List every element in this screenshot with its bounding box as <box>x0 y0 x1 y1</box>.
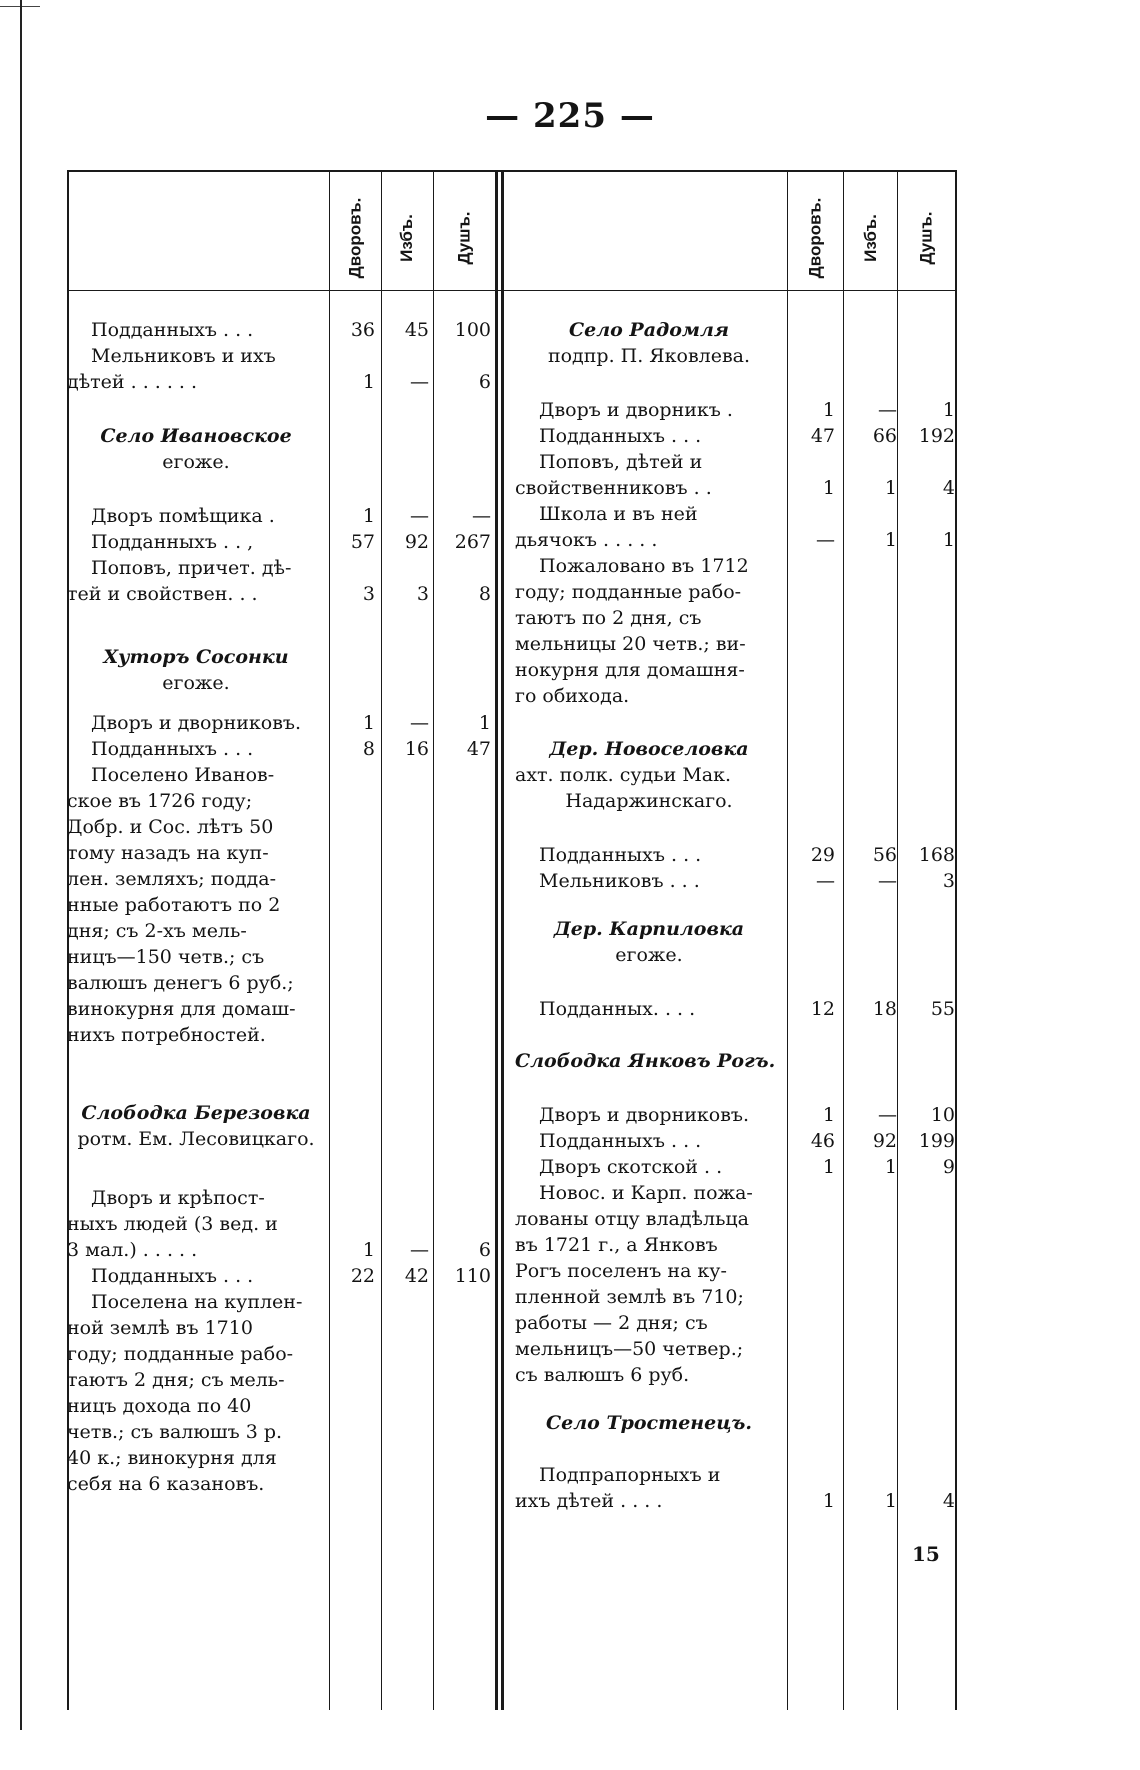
note-line: Поселено Иванов- <box>91 764 275 786</box>
cell: 110 <box>454 1265 491 1287</box>
cell: 66 <box>872 425 897 447</box>
cell: — <box>816 870 835 892</box>
cell: 100 <box>454 319 491 341</box>
note-line: валюшъ денегъ 6 руб.; <box>67 972 294 994</box>
cell: 1 <box>822 1490 835 1512</box>
cell: 47 <box>466 738 491 760</box>
left-row-dvor-pomeshchika: Дворъ помѣщика . <box>91 505 275 527</box>
left-row-dvor-krepostnykh-cont2: 3 мал.) . . . . . <box>67 1239 198 1261</box>
note-line: въ 1721 г., а Янковъ <box>515 1234 718 1256</box>
cell: 92 <box>404 531 429 553</box>
section-owner: егоже. <box>162 672 230 694</box>
note-line: году; подданные рабо- <box>515 581 742 603</box>
header-izb-left: Избъ. <box>396 214 416 262</box>
cell: — <box>878 399 897 421</box>
cell: — <box>878 1104 897 1126</box>
cell: 56 <box>872 844 897 866</box>
section-owner: егоже. <box>615 944 683 966</box>
cell: 192 <box>918 425 955 447</box>
note-line: нихъ потребностей. <box>67 1024 266 1046</box>
section-owner-cont: Надаржинскаго. <box>565 790 733 812</box>
note-line: Рогъ поселенъ на ку- <box>515 1260 727 1282</box>
cell: 1 <box>884 1490 897 1512</box>
right-row-dvor-dvornikov: Дворъ и дворниковъ. <box>539 1104 750 1126</box>
cell: 3 <box>416 583 429 605</box>
note-line: нные работаютъ по 2 <box>67 894 281 916</box>
cell: 1 <box>822 477 835 499</box>
cell: 92 <box>872 1130 897 1152</box>
col-divider-right-3 <box>897 170 898 1710</box>
note-line: тому назадъ на куп- <box>67 842 269 864</box>
cell: — <box>878 870 897 892</box>
cell: 1 <box>822 399 835 421</box>
section-owner: ахт. полк. судьи Мак. <box>515 764 732 786</box>
note-line: 40 к.; винокурня для <box>67 1447 277 1469</box>
col-divider-left-2 <box>381 170 382 1710</box>
right-row-popov: Поповъ, дѣтей и <box>539 451 703 473</box>
left-row-poddannykh-1: Подданныхъ . . . <box>91 319 254 341</box>
left-row-dvor-krepostnykh-cont: ныхъ людей (3 вед. и <box>67 1213 278 1235</box>
cell: 168 <box>918 844 955 866</box>
cell: 42 <box>404 1265 429 1287</box>
right-row-poddannykh-4: Подданныхъ . . . <box>539 1130 702 1152</box>
signature-mark: 15 <box>912 1542 940 1566</box>
note-line: таютъ 2 дня; съ мель- <box>67 1369 285 1391</box>
cell: 199 <box>918 1130 955 1152</box>
left-row-poddannykh-4: Подданныхъ . . . <box>91 1265 254 1287</box>
cell: 9 <box>942 1156 955 1178</box>
right-row-dvor-skotskoy: Дворъ скотской . . <box>539 1156 723 1178</box>
cell: 16 <box>404 738 429 760</box>
note-line: винокурня для домаш- <box>67 998 296 1020</box>
right-row-melnikov: Мельниковъ . . . <box>539 870 700 892</box>
note-line: мельницы 20 четв.; ви- <box>515 633 746 655</box>
section-title-berezovka: Слободка Березовка <box>81 1102 311 1124</box>
cell: 1 <box>478 712 491 734</box>
cell: 46 <box>810 1130 835 1152</box>
left-row-poddannykh-2: Подданныхъ . . , <box>91 531 254 553</box>
cell: 1 <box>884 1156 897 1178</box>
note-line: четв.; съ валюшъ 3 р. <box>67 1421 283 1443</box>
cell: 1 <box>884 529 897 551</box>
note-line: себя на 6 казановъ. <box>67 1473 265 1495</box>
cell: 6 <box>478 1239 491 1261</box>
note-line: нокурня для домашня- <box>515 659 745 681</box>
col-divider-left-1 <box>329 170 330 1710</box>
cell: 18 <box>872 998 897 1020</box>
table-top-rule <box>67 170 957 172</box>
cell: 267 <box>454 531 491 553</box>
header-dvorov-right: Дворовъ. <box>805 197 825 279</box>
section-title-trostenets: Село Тростенецъ. <box>546 1412 752 1434</box>
note-line: Поселена на куплен- <box>91 1291 303 1313</box>
right-row-shkola: Школа и въ ней <box>539 503 698 525</box>
section-title-yankov-rog: Слободка Янковъ Рогъ. <box>515 1050 776 1072</box>
cell: — <box>816 529 835 551</box>
right-row-poddannykh-2: Подданныхъ . . . <box>539 844 702 866</box>
note-line: таютъ по 2 дня, съ <box>515 607 702 629</box>
right-row-poddannykh-1: Подданныхъ . . . <box>539 425 702 447</box>
page-number: — 225 — <box>485 96 655 136</box>
cell: 47 <box>810 425 835 447</box>
cell: 6 <box>478 371 491 393</box>
header-rule <box>67 290 957 291</box>
cell: — <box>410 371 429 393</box>
left-row-poddannykh-3: Подданныхъ . . . <box>91 738 254 760</box>
center-double-rule-a <box>495 170 498 1710</box>
census-table <box>67 170 957 1770</box>
center-double-rule-b <box>501 170 504 1710</box>
cell: 10 <box>930 1104 955 1126</box>
header-dush-right: Душъ. <box>917 211 936 265</box>
left-row-popov-cont: тей и свойствен. . . <box>67 583 258 605</box>
section-title-radomlya: Село Радомля <box>569 319 729 341</box>
cell: 1 <box>822 1156 835 1178</box>
cell: 1 <box>362 371 375 393</box>
right-row-popov-cont: свойственниковъ . . <box>515 477 712 499</box>
note-line: ское въ 1726 году; <box>67 790 253 812</box>
left-row-melnikov: Мельниковъ и ихъ <box>91 345 276 367</box>
header-izb-right: Избъ. <box>860 214 880 262</box>
cell: 36 <box>350 319 375 341</box>
right-row-podpraporny: Подпрапорныхъ и <box>539 1464 721 1486</box>
section-title-karpilovka: Дер. Карпиловка <box>553 918 745 940</box>
cell: 3 <box>362 583 375 605</box>
col-divider-left-3 <box>433 170 434 1710</box>
cell: 1 <box>362 712 375 734</box>
section-owner: егоже. <box>162 451 230 473</box>
header-dvorov-left: Дворовъ. <box>345 197 365 279</box>
cell: 1 <box>362 505 375 527</box>
cell: — <box>410 712 429 734</box>
note-line: лен. земляхъ; подда- <box>67 868 276 890</box>
note-line: лованы отцу владѣльца <box>515 1208 749 1230</box>
cell: 57 <box>350 531 375 553</box>
note-line: ницъ—150 четв.; съ <box>67 946 265 968</box>
left-row-dvor-krepostnykh: Дворъ и крѣпост- <box>91 1187 265 1209</box>
cell: — <box>410 505 429 527</box>
cell: 1 <box>884 477 897 499</box>
cell: 8 <box>362 738 375 760</box>
cell: 1 <box>822 1104 835 1126</box>
cell: 8 <box>478 583 491 605</box>
page-left-edge <box>20 0 22 1730</box>
right-row-shkola-cont: дьячокъ . . . . . <box>515 529 658 551</box>
cell: — <box>410 1239 429 1261</box>
cell: 55 <box>930 998 955 1020</box>
note-line: ной землѣ въ 1710 <box>67 1317 253 1339</box>
cell: 1 <box>942 399 955 421</box>
col-divider-right-2 <box>843 170 844 1710</box>
cell: 3 <box>942 870 955 892</box>
section-title-sosonki: Хуторъ Сосонки <box>103 646 289 668</box>
right-row-poddannykh-3: Подданных. . . . <box>539 998 696 1020</box>
note-line: Добр. и Сос. лѣтъ 50 <box>67 816 274 838</box>
cell: 22 <box>350 1265 375 1287</box>
right-row-dvor-dvornik: Дворъ и дворникъ . <box>539 399 733 421</box>
cell: 4 <box>942 1490 955 1512</box>
section-owner: ротм. Ем. Лесовицкаго. <box>77 1128 315 1150</box>
cell: 4 <box>942 477 955 499</box>
note-line: году; подданные рабо- <box>67 1343 294 1365</box>
note-line: дня; съ 2-хъ мель- <box>67 920 247 942</box>
left-row-dvor-dvornikov: Дворъ и дворниковъ. <box>91 712 302 734</box>
cell: 1 <box>362 1239 375 1261</box>
cell: — <box>472 505 491 527</box>
left-row-popov: Поповъ, причет. дѣ- <box>91 557 292 579</box>
section-title-novoselovka: Дер. Новоселовка <box>549 738 749 760</box>
right-row-podpraporny-cont: ихъ дѣтей . . . . <box>515 1490 663 1512</box>
header-dush-left: Душъ. <box>455 211 474 265</box>
cell: 12 <box>810 998 835 1020</box>
section-title-ivanovskoe: Село Ивановское <box>100 425 292 447</box>
note-line: пленной землѣ въ 710; <box>515 1286 744 1308</box>
note-line: ницъ дохода по 40 <box>67 1395 252 1417</box>
note-line: Новос. и Карп. пожа- <box>539 1182 753 1204</box>
note-line: го обихода. <box>515 685 630 707</box>
section-owner: подпр. П. Яковлева. <box>547 345 751 367</box>
right-border <box>955 170 957 1710</box>
note-line: работы — 2 дня; съ <box>515 1312 708 1334</box>
cell: 29 <box>810 844 835 866</box>
left-row-melnikov-cont: дѣтей . . . . . . <box>67 371 198 393</box>
note-line: мельницъ—50 четвер.; <box>515 1338 744 1360</box>
cell: 45 <box>404 319 429 341</box>
note-line: съ валюшъ 6 руб. <box>515 1364 690 1386</box>
note-line: Пожаловано въ 1712 <box>539 555 749 577</box>
cell: 1 <box>942 529 955 551</box>
